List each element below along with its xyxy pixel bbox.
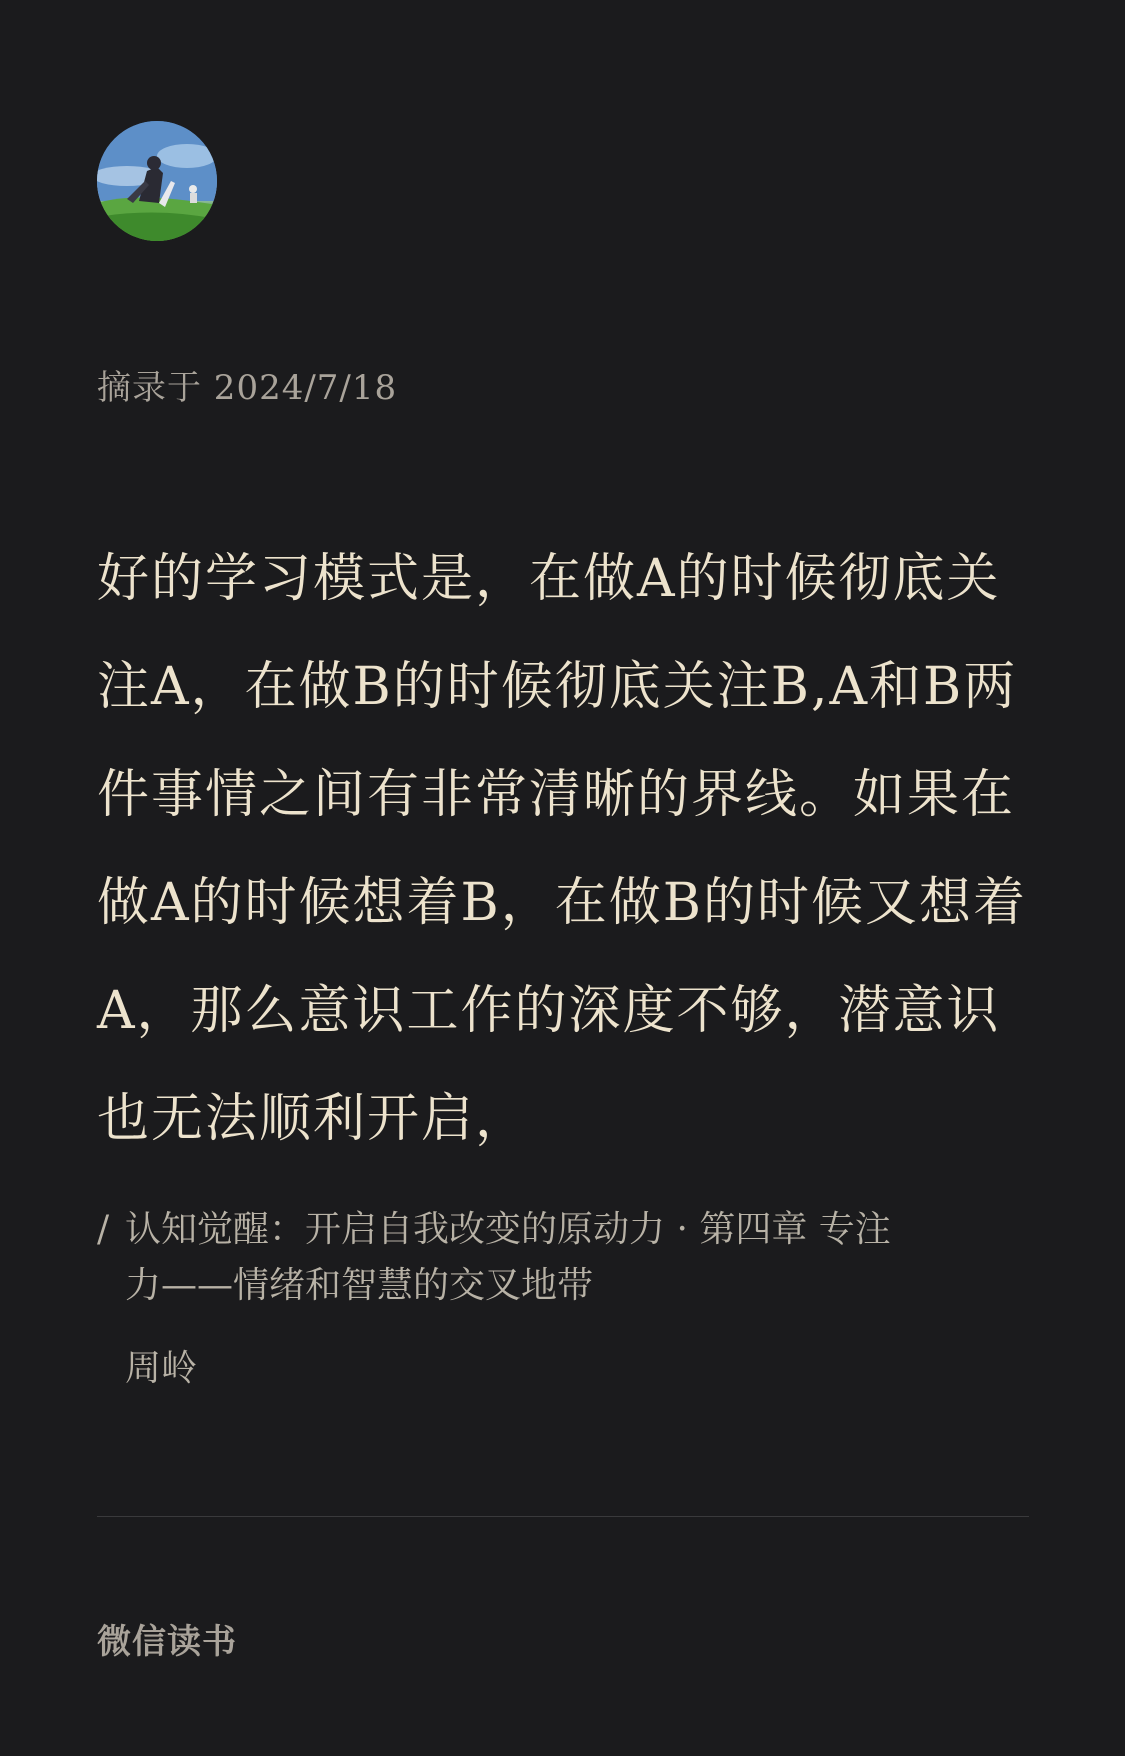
- divider: [97, 1516, 1029, 1517]
- book-source[interactable]: [97, 1202, 1027, 1314]
- quote-text[interactable]: [97, 525, 1027, 1173]
- quote-line: 也无法顺利开启，: [97, 1089, 530, 1149]
- excerpt-date: 摘录于 2024/7/18: [97, 368, 398, 408]
- quote-line: A，那么意识工作的深度不够，潜意识: [97, 981, 1001, 1041]
- app-brand: 微信读书: [97, 1622, 237, 1662]
- source-title-line: 力——情绪和智慧的交叉地带: [125, 1265, 594, 1306]
- quote-line: 注A，在做B的时候彻底关注B,A和B两: [97, 657, 1018, 717]
- quote-line: 做A的时候想着B，在做B的时候又想着: [97, 873, 1027, 933]
- avatar[interactable]: [97, 121, 217, 241]
- avatar-image-icon: [97, 121, 217, 241]
- source-slash: /: [97, 1209, 110, 1250]
- source-title-line: 认知觉醒：开启自我改变的原动力 · 第四章 专注: [125, 1209, 891, 1250]
- quote-line: 件事情之间有非常清晰的界线。如果在: [97, 765, 1016, 825]
- book-author: 周岭: [125, 1348, 198, 1389]
- quote-line: 好的学习模式是，在做A的时候彻底关: [97, 549, 1001, 609]
